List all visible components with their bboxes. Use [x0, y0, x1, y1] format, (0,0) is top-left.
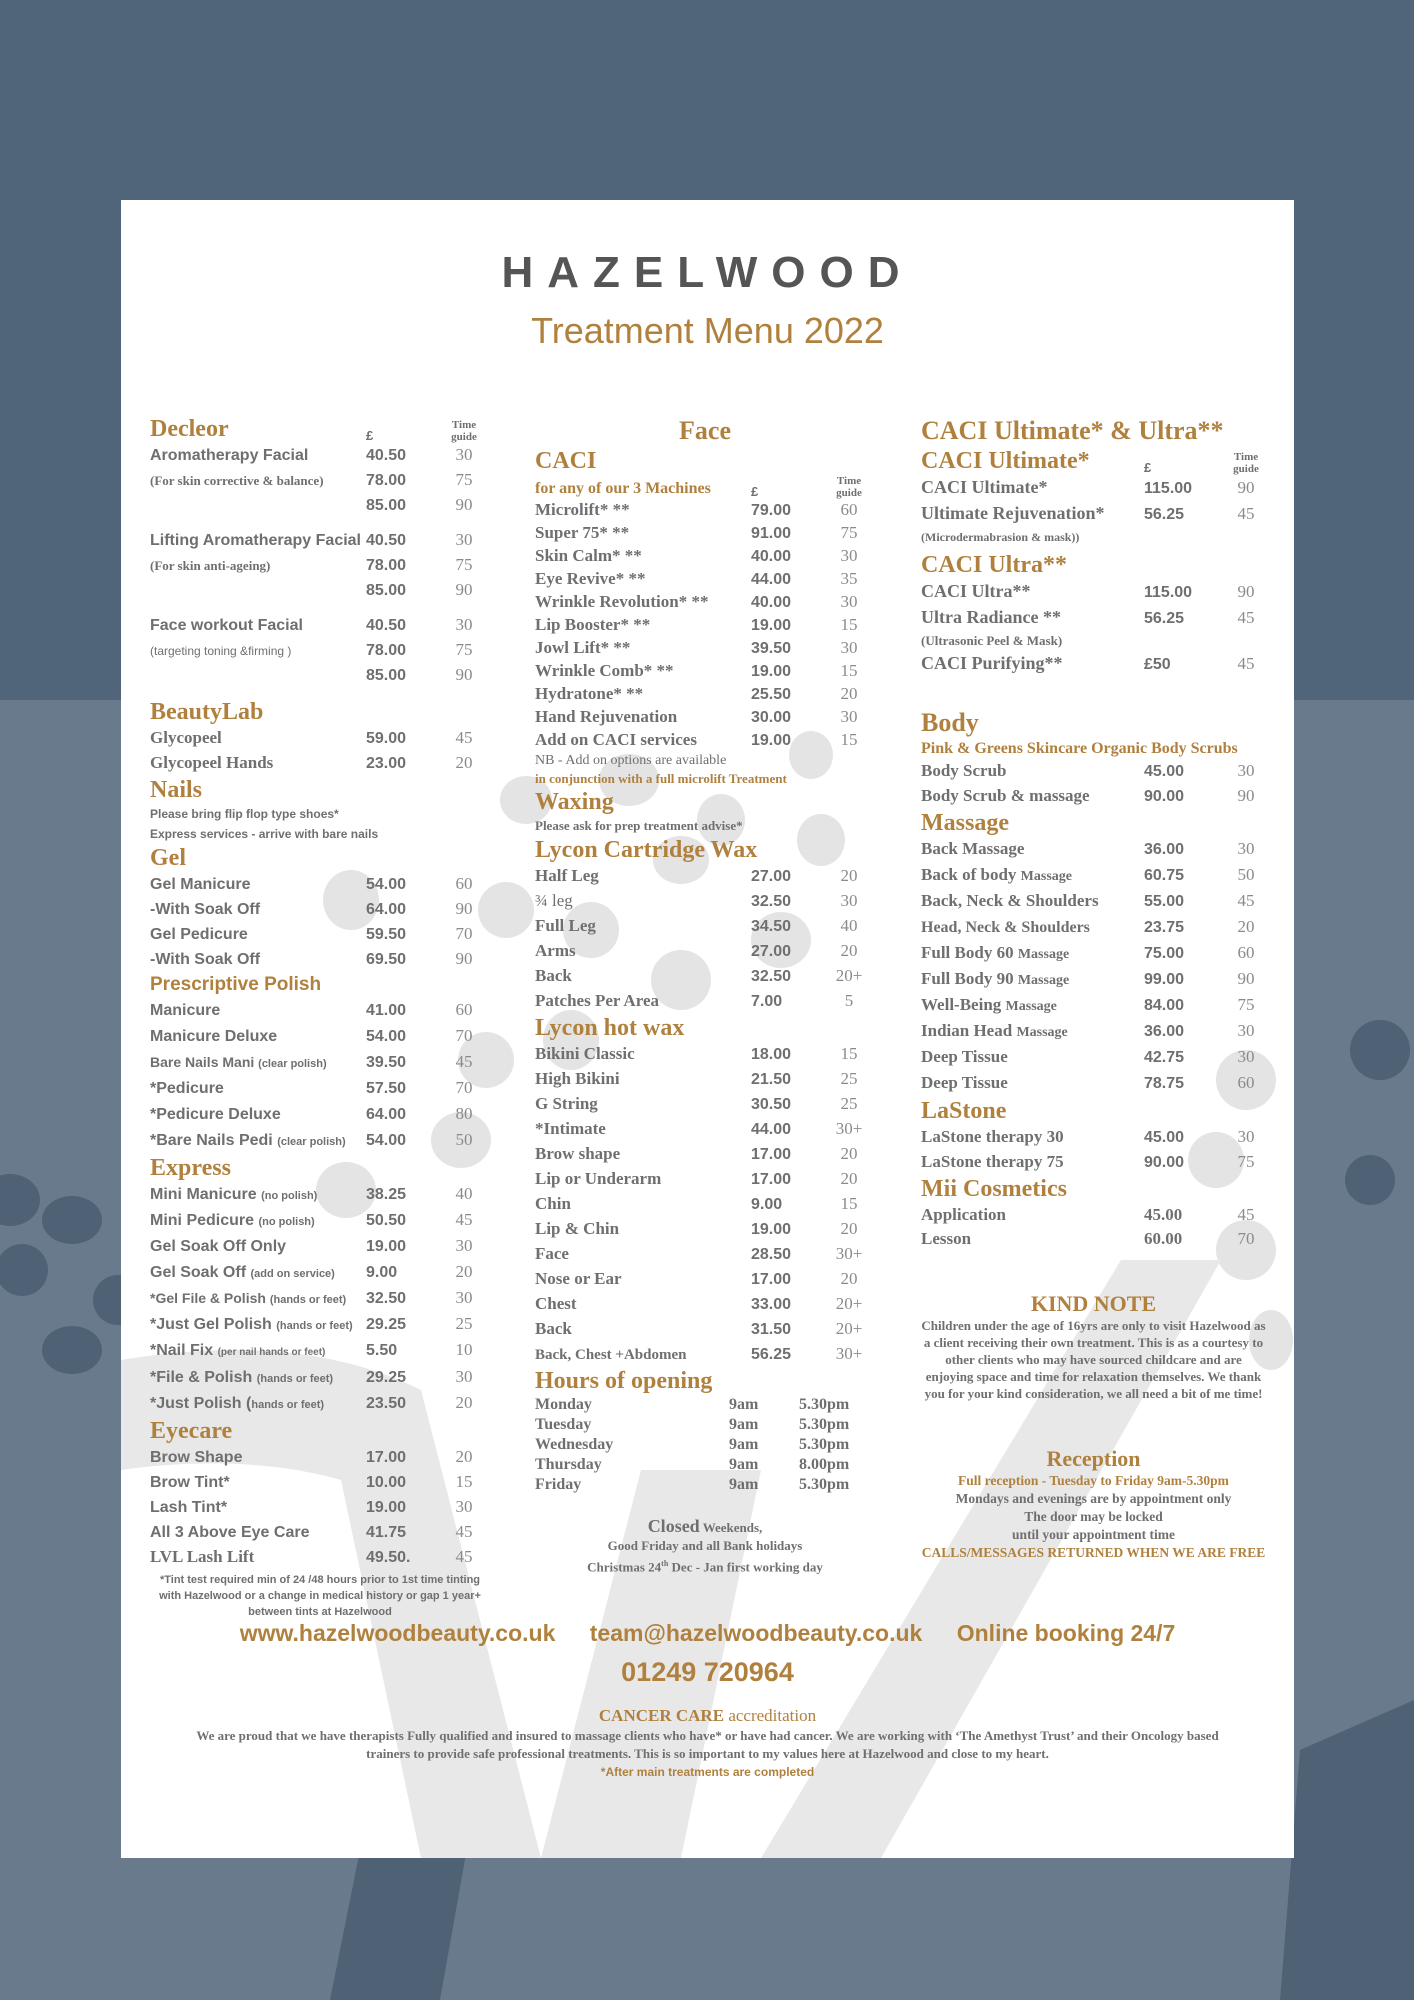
list-item: Brow shape 17.00 20 — [535, 1144, 858, 1163]
column-left — [150, 415, 490, 1620]
list-item: Well-Being Massage 84.00 75 — [921, 995, 1255, 1014]
list-item: Patches Per Area 7.00 5 — [535, 991, 854, 1010]
list-item: Wrinkle Comb* ** 19.00 15 — [535, 661, 858, 680]
section-title-waxing: Waxing — [535, 789, 614, 815]
list-item: Ultra Radiance ** 56.25 45 — [921, 607, 1255, 627]
list-item: Hydratone* ** 25.50 20 — [535, 684, 858, 703]
list-item: Eye Revive* ** 44.00 35 — [535, 569, 858, 588]
list-item: Lash Tint* 19.00 30 — [150, 1497, 473, 1516]
list-item: Face 28.50 30+ — [535, 1244, 863, 1263]
list-item: All 3 Above Eye Care 41.75 45 — [150, 1522, 473, 1541]
reception-line: until your appointment time — [1012, 1527, 1175, 1542]
decleor-list — [150, 443, 490, 688]
caci-ultra-note: (Ultrasonic Peel & Mask) — [921, 633, 1063, 648]
list-item: Manicure 41.00 60 — [150, 1000, 473, 1019]
list-item: Hand Rejuvenation 30.00 30 — [535, 707, 858, 726]
time-guide-column-header: Time guide — [451, 419, 477, 443]
time-guide-column-header: Time guide — [1233, 451, 1259, 475]
list-item: Super 75* ** 91.00 75 — [535, 523, 858, 542]
list-item: Body Scrub 45.00 30 — [921, 761, 1255, 780]
list-item: Lip or Underarm 17.00 20 — [535, 1169, 858, 1188]
list-item: Face workout Facial 40.50 30 — [150, 615, 473, 634]
nails-note: Express services - arrive with bare nails — [150, 827, 379, 841]
menu-page — [121, 200, 1294, 1858]
reception-line: Mondays and evenings are by appointment only — [955, 1491, 1232, 1506]
caci-add-on-note-gold: in conjunction with a full microlift Treatment — [535, 771, 787, 786]
list-item: Deep Tissue 42.75 30 — [921, 1047, 1255, 1066]
list-item: *Nail Fix (per nail hands or feet) 5.50 10 — [150, 1340, 473, 1359]
section-title-express: Express — [150, 1155, 231, 1181]
column-right — [921, 415, 1266, 1562]
list-item: *File & Polish (hands or feet) 29.25 30 — [150, 1367, 473, 1386]
list-item: -With Soak Off 64.00 90 — [150, 899, 473, 918]
list-item: 85.00 90 — [366, 495, 473, 514]
list-item: Back 32.50 20+ — [535, 966, 863, 985]
list-item: Gel Soak Off (add on service) 9.00 20 — [150, 1262, 473, 1281]
list-item: Mini Pedicure (no polish) 50.50 45 — [150, 1210, 473, 1229]
list-item: Glycopeel 59.00 45 — [150, 728, 473, 747]
list-item: LaStone therapy 75 90.00 75 — [921, 1152, 1255, 1171]
list-item: LVL Lash Lift 49.50. 45 — [150, 1547, 473, 1566]
list-item: Back, Chest +Abdomen 56.25 30+ — [535, 1344, 863, 1363]
list-item: Jowl Lift* ** 39.50 30 — [535, 638, 858, 657]
tint-test-footnote: *Tint test required min of 24 /48 hours prior to 1st time tinting with Hazelwood or a change in medical history or gap 1 year+ between tints at Hazelwood — [159, 1574, 481, 1618]
list-item: CACI Purifying** £50 45 — [921, 653, 1255, 673]
list-item: Bare Nails Mani (clear polish) 39.50 45 — [150, 1052, 473, 1071]
section-title-lycon-cartridge: Lycon Cartridge Wax — [535, 837, 758, 863]
list-item: Back of body Massage 60.75 50 — [921, 865, 1255, 884]
list-item: Back, Neck & Shoulders 55.00 45 — [921, 891, 1255, 910]
list-item: Nose or Ear 17.00 20 — [535, 1269, 858, 1288]
decleor-header-row — [150, 415, 490, 443]
list-item: Back 31.50 20+ — [535, 1319, 863, 1338]
opening-hours-list — [535, 1395, 875, 1495]
section-title-eyecare: Eyecare — [150, 1418, 233, 1444]
kind-note-title: KIND NOTE — [1030, 1291, 1157, 1316]
list-item: Full Body 60 Massage 75.00 60 — [921, 943, 1255, 962]
list-item: Bikini Classic 18.00 15 — [535, 1044, 858, 1063]
list-item: Arms 27.00 20 — [535, 941, 858, 960]
list-item: Wrinkle Revolution* ** 40.00 30 — [535, 592, 858, 611]
price-column-header: £ — [1144, 460, 1152, 475]
list-item: Gel Manicure 54.00 60 — [150, 874, 473, 893]
website-link[interactable]: www.hazelwoodbeauty.co.uk — [239, 1620, 556, 1646]
menu-subtitle: Treatment Menu 2022 — [531, 310, 884, 351]
nails-note: Please bring flip flop type shoes* — [150, 807, 339, 821]
section-title-prescriptive-polish: Prescriptive Polish — [150, 974, 322, 995]
section-title-mii-cosmetics: Mii Cosmetics — [921, 1176, 1067, 1202]
brand-title: HAZELWOOD — [501, 248, 914, 297]
list-item: Aromatherapy Facial 40.50 30 — [150, 445, 473, 464]
hours-row: Monday 9am 5.30pm — [535, 1396, 850, 1413]
list-item: Full Body 90 Massage 99.00 90 — [921, 969, 1255, 988]
kind-note-box — [921, 1291, 1266, 1402]
caci-list — [535, 499, 875, 752]
contact-line — [121, 1620, 1294, 1647]
list-item: Body Scrub & massage 90.00 90 — [921, 786, 1255, 805]
list-item: (For skin anti-ageing) 78.00 75 — [150, 555, 473, 574]
list-item: Add on CACI services 19.00 15 — [535, 730, 858, 749]
list-item: *Intimate 44.00 30+ — [535, 1119, 863, 1138]
reception-line: Full reception - Tuesday to Friday 9am-5.30pm — [958, 1473, 1229, 1488]
section-title-caci-ultimate: CACI Ultimate* — [921, 448, 1090, 474]
reception-line: CALLS/MESSAGES RETURNED WHEN WE ARE FREE — [921, 1545, 1266, 1560]
price-column-header: £ — [366, 428, 374, 443]
section-title-decleor: Decleor — [150, 416, 229, 442]
list-item: Ultimate Rejuvenation* 56.25 45 — [921, 503, 1255, 523]
list-item: 85.00 90 — [366, 665, 473, 684]
section-title-gel: Gel — [150, 845, 186, 871]
phone-number[interactable]: 01249 720964 — [621, 1657, 794, 1687]
list-item: *Pedicure Deluxe 64.00 80 — [150, 1104, 473, 1123]
section-title-nails: Nails — [150, 777, 203, 803]
caci-ultimate-header-row — [921, 447, 1266, 475]
list-item: *Just Gel Polish (hands or feet) 29.25 25 — [150, 1314, 473, 1333]
kind-note-body: Children under the age of 16yrs are only to visit Hazelwood as a client receiving their own treatment. This is as a courtesy to other clients who may have sourced childcare and are enjoying space and time for relaxation themselves. We thank you for your kind consideration, we all need a bit of me time! — [921, 1318, 1266, 1401]
hours-row: Wednesday 9am 5.30pm — [535, 1436, 850, 1453]
caci-ultimate-note: (Microdermabrasion & mask)) — [921, 530, 1080, 544]
caci-header-row — [535, 475, 875, 499]
list-item: Application 45.00 45 — [921, 1205, 1255, 1224]
list-item: Skin Calm* ** 40.00 30 — [535, 546, 858, 565]
list-item: Brow Tint* 10.00 15 — [150, 1472, 473, 1491]
section-title-caci-ultimate-ultra: CACI Ultimate* & Ultra** — [921, 416, 1224, 445]
list-item: Half Leg 27.00 20 — [535, 866, 858, 885]
list-item: Gel Soak Off Only 19.00 30 — [150, 1236, 473, 1255]
list-item: Head, Neck & Shoulders 23.75 20 — [921, 917, 1255, 936]
section-title-face: Face — [679, 416, 731, 445]
list-item: *Pedicure 57.50 70 — [150, 1078, 473, 1097]
list-item: Back Massage 36.00 30 — [921, 839, 1255, 858]
section-title-caci-ultra: CACI Ultra** — [921, 552, 1067, 578]
price-column-header: £ — [751, 484, 759, 499]
online-booking-link[interactable]: Online booking 24/7 — [956, 1620, 1176, 1646]
cancer-care-title: CANCER CARE accreditation — [598, 1706, 817, 1725]
list-item: *Gel File & Polish (hands or feet) 32.50 30 — [150, 1288, 473, 1307]
list-item: Manicure Deluxe 54.00 70 — [150, 1026, 473, 1045]
list-item: CACI Ultra** 115.00 90 — [921, 581, 1255, 601]
hours-row: Tuesday 9am 5.30pm — [535, 1416, 850, 1433]
list-item: -With Soak Off 69.50 90 — [150, 949, 473, 968]
reception-line: The door may be locked — [1024, 1509, 1163, 1524]
list-item: *Just Polish (hands or feet) 23.50 20 — [150, 1393, 473, 1412]
list-item: Glycopeel Hands 23.00 20 — [150, 753, 473, 772]
list-item: ¾ leg 32.50 30 — [535, 891, 858, 910]
list-item: Deep Tissue 78.75 60 — [921, 1073, 1255, 1092]
waxing-note: Please ask for prep treatment advise* — [535, 818, 743, 833]
reception-title: Reception — [1046, 1446, 1141, 1471]
time-guide-column-header: Time guide — [836, 475, 862, 499]
list-item: Lip Booster* ** 19.00 15 — [535, 615, 858, 634]
section-title-hours: Hours of opening — [535, 1368, 713, 1394]
list-item: Full Leg 34.50 40 — [535, 916, 858, 935]
section-title-lastone: LaStone — [921, 1098, 1007, 1124]
cancer-care-body: We are proud that we have therapists Fully qualified and insured to massage clients who have* or have had cancer. We are working with ‘The Amethyst Trust’ and their Oncology based trainers to provide safe professional treatments. This is so important to my values here at Hazelwood and close to my heart. — [196, 1728, 1219, 1761]
section-title-body: Body — [921, 708, 979, 737]
list-item: LaStone therapy 30 45.00 30 — [921, 1127, 1255, 1146]
list-item: G String 30.50 25 — [535, 1094, 858, 1113]
list-item: Indian Head Massage 36.00 30 — [921, 1021, 1255, 1040]
list-item: Microlift* ** 79.00 60 — [535, 500, 858, 519]
column-middle — [535, 415, 875, 1576]
list-item: Lifting Aromatherapy Facial 40.50 30 — [150, 530, 473, 549]
hours-row: Friday 9am 5.30pm — [535, 1476, 850, 1493]
body-subtitle: Pink & Greens Skincare Organic Body Scrubs — [921, 740, 1238, 757]
list-item: Mini Manicure (no polish) 38.25 40 — [150, 1184, 473, 1203]
section-title-caci: CACI — [535, 448, 597, 474]
section-title-lycon-hot-wax: Lycon hot wax — [535, 1015, 685, 1041]
list-item: Gel Pedicure 59.50 70 — [150, 924, 473, 943]
caci-add-on-note: NB - Add on options are available — [535, 753, 727, 768]
email-link[interactable]: team@hazelwoodbeauty.co.uk — [589, 1620, 923, 1646]
closed-days-note: Closed Weekends, Good Friday and all Bank holidays Christmas 24th Dec - Jan first working day — [587, 1516, 823, 1575]
caci-subtitle: for any of our 3 Machines — [535, 480, 711, 497]
list-item: (targeting toning &firming ) 78.00 75 — [150, 640, 473, 659]
list-item: Chest 33.00 20+ — [535, 1294, 863, 1313]
list-item: Lip & Chin 19.00 20 — [535, 1219, 858, 1238]
section-title-massage: Massage — [921, 810, 1009, 836]
cancer-care-footnote: *After main treatments are completed — [600, 1765, 815, 1779]
list-item: 85.00 90 — [366, 580, 473, 599]
list-item: High Bikini 21.50 25 — [535, 1069, 858, 1088]
list-item: Brow Shape 17.00 20 — [150, 1447, 473, 1466]
list-item: Lesson 60.00 70 — [921, 1229, 1255, 1248]
list-item: Chin 9.00 15 — [535, 1194, 858, 1213]
list-item: CACI Ultimate* 115.00 90 — [921, 477, 1255, 497]
list-item: *Bare Nails Pedi (clear polish) 54.00 50 — [150, 1130, 473, 1149]
cancer-care-section — [191, 1705, 1224, 1781]
section-title-beautylab: BeautyLab — [150, 699, 264, 725]
hours-row: Thursday 9am 8.00pm — [535, 1456, 850, 1473]
list-item: (For skin corrective & balance) 78.00 75 — [150, 470, 473, 489]
reception-box — [921, 1446, 1266, 1562]
